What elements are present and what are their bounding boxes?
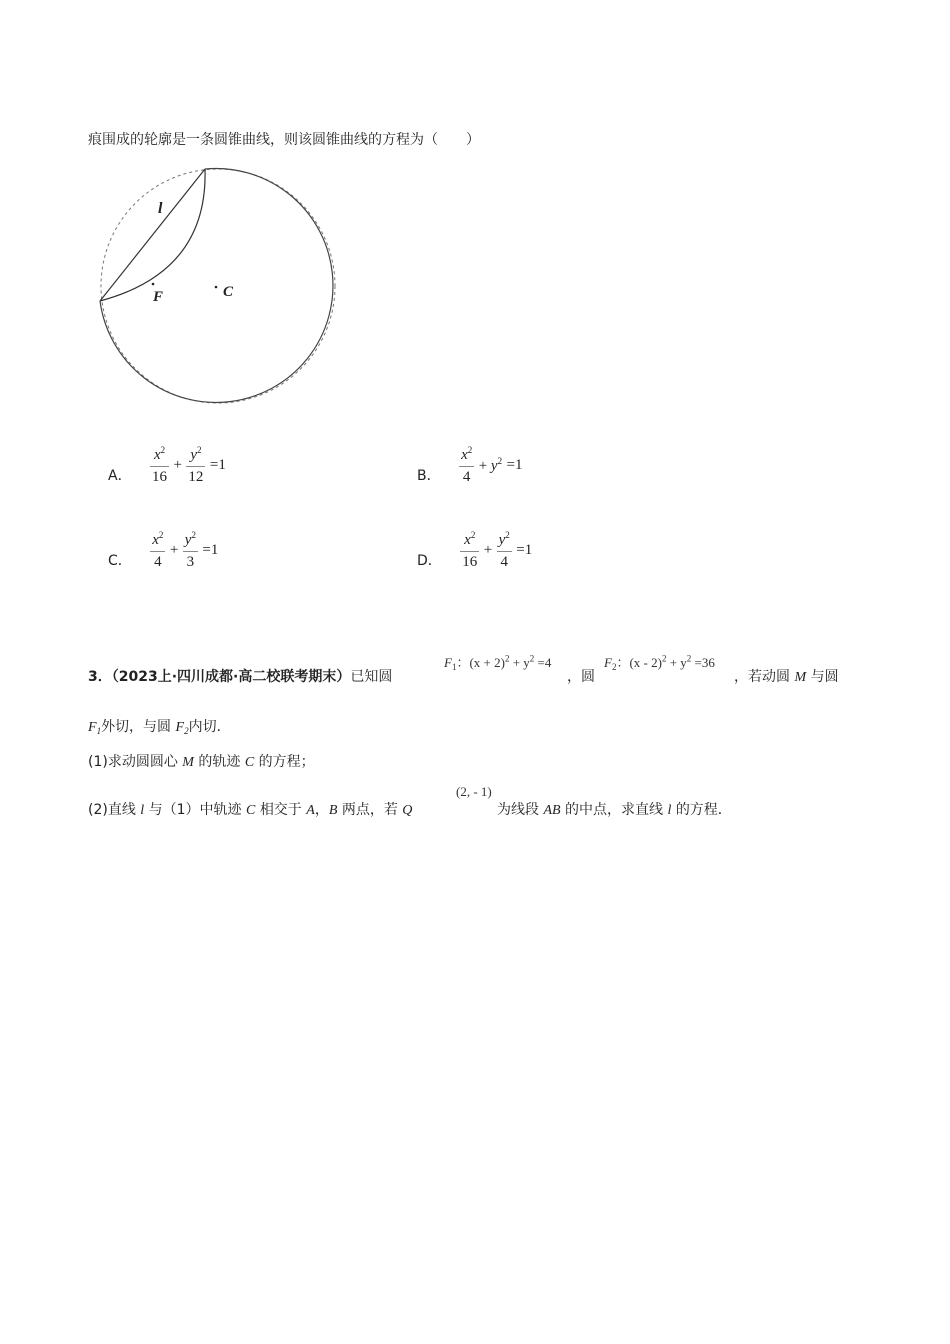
q3-text-circle: ，圆 (567, 669, 595, 685)
q3-line1: 3．（2023上·四川成都·高二校联考期末）已知圆 (88, 669, 393, 685)
label-c: C (223, 284, 234, 300)
circle-f2-formula: $F_2$：$(x - 2)^2 + y^2 =36$ (604, 653, 715, 672)
label-f: F (153, 289, 164, 305)
point-c (215, 286, 218, 289)
option-a[interactable]: A． $\frac{x^2}{16}$ + $\frac{y^2}{12}$ =1 (108, 445, 226, 485)
q3-source: （2023上·四川成都·高二校联考期末） (111, 669, 351, 685)
label-l: l (158, 200, 163, 217)
q3-part2: (2)直线 l 与（1）中轨迹 C 相交于 A，B 两点，若 Q (88, 802, 413, 818)
option-c[interactable]: C． $\frac{x^2}{4}$ + $\frac{y^2}{3}$ =1 (108, 530, 219, 570)
option-c-label: C． (108, 553, 132, 569)
circle-figure (90, 160, 350, 410)
option-a-label: A． (108, 468, 132, 484)
option-b-label: B． (417, 468, 441, 484)
q3-text-moving-circle: ，若动圆 M 与圆 (734, 669, 839, 685)
option-b[interactable]: B． $\frac{x^2}{4}$ + $y^2 =1$ (417, 445, 523, 485)
q3-line2: $F_1$外切，与圆 $F_2$内切． (88, 719, 231, 736)
point-f (152, 283, 155, 286)
q3-part1: (1)求动圆圆心 M 的轨迹 C 的方程； (88, 754, 315, 770)
q3-part2-end: 为线段 AB 的中点，求直线 l 的方程． (497, 802, 732, 818)
question-intro: 痕围成的轮廓是一条圆锥曲线，则该圆锥曲线的方程为（ ） (88, 132, 480, 148)
option-d[interactable]: D． $\frac{x^2}{16}$ + $\frac{y^2}{4}$ =1 (417, 530, 533, 570)
option-d-label: D． (417, 553, 442, 569)
q3-number: 3． (88, 669, 112, 685)
circle-f1-formula: $F_1$：$(x + 2)^2 + y^2 =4$ (444, 653, 552, 672)
point-q-coords: (2, - 1) (456, 784, 492, 799)
